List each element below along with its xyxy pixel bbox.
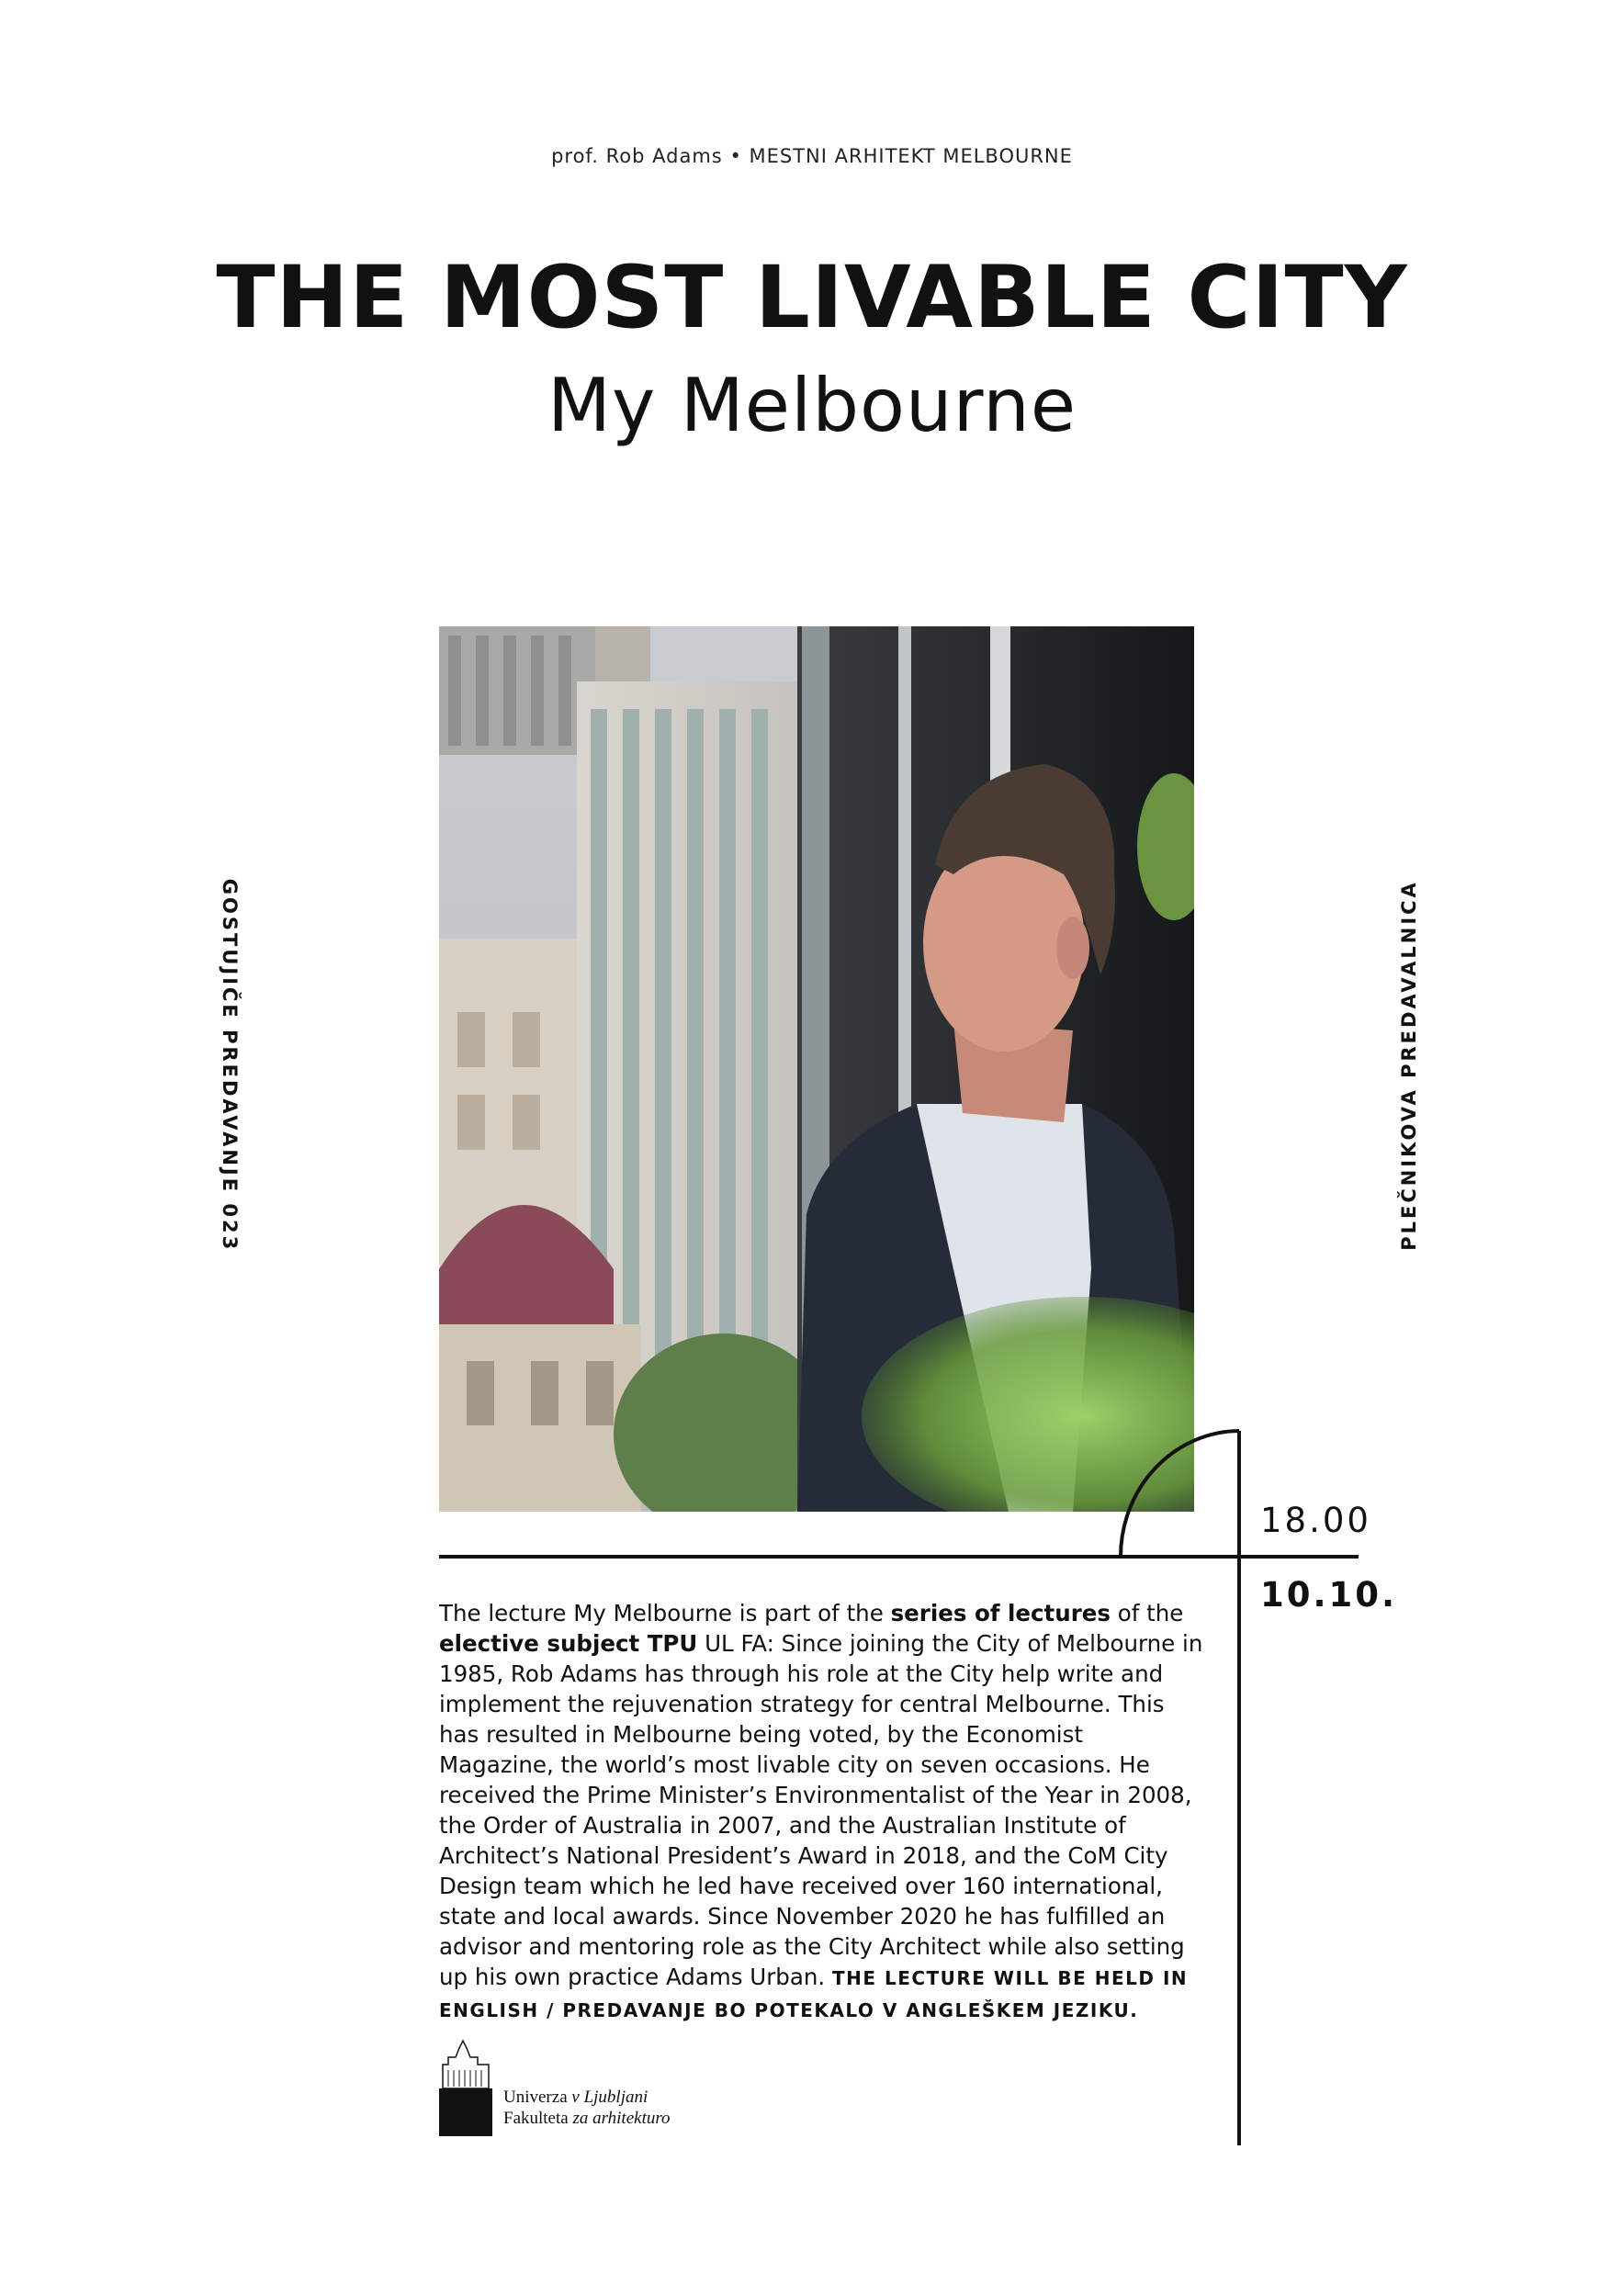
poster-subtitle: My Melbourne (547, 363, 1077, 448)
university-name: Univerza v Ljubljani (503, 2088, 648, 2107)
description-text: The lecture My Melbourne is part of the (439, 1600, 891, 1626)
event-time: 18.00 (1260, 1501, 1371, 1540)
speaker-name: prof. Rob Adams (551, 145, 723, 167)
university-logo-icon (439, 2037, 496, 2138)
bullet-separator: • (729, 145, 742, 167)
header-line (0, 145, 1624, 167)
university-logo-text (503, 2087, 671, 2129)
poster-title: THE MOST LIVABLE CITY (216, 248, 1408, 348)
language-notice: THE LECTURE WILL BE HELD IN ENGLISH / PREDAVANJE BO POTEKALO V ANGLEŠKEM JEZIKU. (439, 1967, 1189, 2021)
lecture-description (439, 1598, 1203, 2026)
faculty-name: Fakulteta za arhitekturo (503, 2109, 671, 2128)
description-bold-series: series of lectures (890, 1600, 1111, 1626)
description-text: UL FA: Since joining the City of Melbourne in 1985, Rob Adams has through his role at the City help write and implement the rejuvenation strategy for central Melbourne. This has resulted in Melbourne being voted, by the Economist Magazine, the world’s most livable city on seven occasions. He received the Prime Minister’s Environmentalist of the Year in 2008, the Order of Australia in 2007, and the Australian Institute of Architect’s National President’s Award in 2018, and the CoM City Design team which he led have received over 160 international, state and local awards. Since November 2020 he has fulfilled an advisor and mentoring role as the City Architect while also setting up his own practice Adams Urban. (439, 1630, 1203, 1990)
venue-label: PLEČNIKOVA PREDAVALNICA (1398, 880, 1420, 1251)
speaker-role: MESTNI ARHITEKT MELBOURNE (749, 145, 1073, 167)
lecture-series-label: GOSTUJIČE PREDAVANJE 023 (219, 878, 241, 1253)
description-bold-subject: elective subject TPU (439, 1630, 698, 1657)
event-date: 10.10. (1260, 1575, 1398, 1615)
description-text: of the (1110, 1600, 1184, 1626)
speaker-photo (439, 626, 1194, 1512)
